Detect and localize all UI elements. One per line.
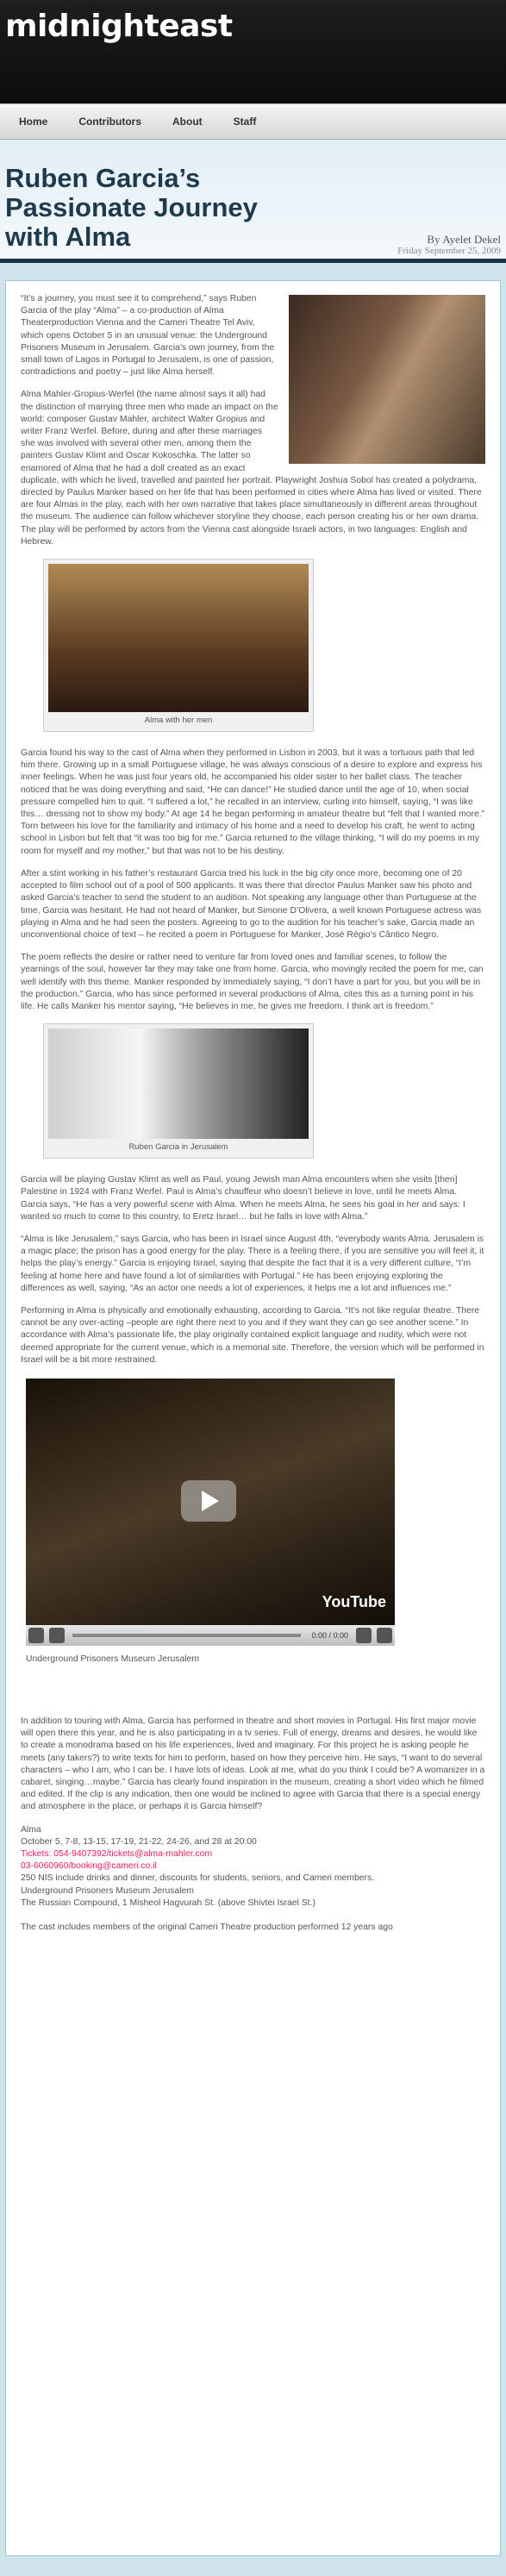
event-address: The Russian Compound, 1 Misheol Hagvurah St. (above Shivtei Israel St.) [21,1898,315,1908]
seek-bar[interactable] [72,1634,301,1637]
page-body [0,263,506,2556]
play-pause-icon[interactable] [28,1628,44,1643]
nav-contributors[interactable]: Contributors [78,116,141,128]
paragraph: Garcia will be playing Gustav Klimt as well as Paul, young Jewish man Alma encounters when she visits [then] Palestine in 1924 with Franz Werfel. Paul is Alma’s chauffeur who doesn’t believe in love, until he meets Alma. Garcia says, “He has a very powerful scene with Alma. When he meets Alma, he sees his goal in her and says: I wanted so much to come to this country, to Eretz Israel… but he falls in love with Alma.” [21,1175,465,1222]
paragraph: “It’s a journey, you must see it to comprehend,” says Ruben Garcia of the play “Alma” – a co-production of Alma Theaterproduction Vienna and the Cameri Theatre Tel Aviv, which opens October 5 in an unusual venue: the Underground Prisoners Museum in Jerusalem. Garcia’s own journey, from the small town of Lagos in Portugal to Jerusalem, is one of passion, contradictions and poetry – just like Alma herself. [21,294,275,378]
paragraph: Garcia found his way to the cast of Alma when they performed in Lisbon in 2003, but it was a tortuous path that led him there. Growing up in a small Portuguese village, he was always conscious of a desire to explore and express his inner feelings. When he was just four years old, he accompanied his older sister to her ballet class. The teacher noticed that he was doing everything and said, “He can dance!” He studied dance until the age of 10, when social pressure compelled him to quit. “I suffered a lot,” he recalled in an interview, curling into himself, saying, “I was like this… dressing not to show my body.” At age 14 he began performing in amateur theatre but “felt that I wanted more.” Torn between his love for the familiarity and intimacy of his home and a need to develop his craft, he went to acting school in Lisbon but felt that “it was too big for me.” Garcia returned to the village thinking, “I will do my poems in my room for myself and my mother,” but that was not to be his destiny. [21,748,485,856]
site-header [0,0,506,103]
closing-paragraph: The cast includes members of the original Cameri Theatre production performed 12 years ago [21,1923,393,1933]
tickets-prefix: Tickets: [21,1849,54,1859]
author-name[interactable]: Ayelet Dekel [442,233,501,246]
event-title: Alma [21,1824,41,1835]
video-controls [26,1625,395,1646]
event-prices: 250 NIS include drinks and dinner, discounts for students, seniors, and Cameri members. [21,1873,375,1884]
event-info [21,1824,485,1910]
booking-link[interactable]: 03-6060960/booking@cameri.co.il [21,1861,157,1872]
alma-men-photo [48,564,309,712]
youtube-logo[interactable]: YouTube [322,1592,386,1610]
author-prefix: By [427,233,440,246]
article-body [5,280,501,2556]
garcia-photo [48,1029,309,1139]
figure-caption: Alma with her men [144,716,213,726]
volume-icon[interactable] [356,1628,372,1643]
figure-caption: Ruben Garcia in Jerusalem [128,1142,228,1153]
site-logo[interactable]: midnighteast [5,9,233,44]
paragraph: Alma Mahler-Gropius-Werfel (the name almost says it all) had the distinction of marrying three men who made an impact on the world: composer Gustav Mahler, architect Walter Gropius and writer Franz Werfel. Before, during and after these marriages she was involved with several other men, among them the painters Gustav Klimt and Oscar Kokoschka. The latter so enamored of Alma that he had a doll created as an exact duplicate, with which he lived, travelled and painted her portrait. Playwright Joshua Sobol has created a polydrama, directed by Paulus Manker based on her life that has been performed in cities where Alma has lived or visited. There are four Almas in the play, each with her own narrative that takes place simultaneously in different areas throughout the museum. The audience can follow whichever storyline they choose, each person creating his or her own drama. The play will be performed by actors from the Vienna cast alongside Israeli actors, in two languages: English and Hebrew. [21,390,482,547]
paragraph: In addition to touring with Alma, Garcia has performed in theatre and short movies in Portugal. His first major movie will open there this year, and he is also participating in a tv series. Full of energy, dreams and desires, he would like to create a monodrama based on his life experiences, lived and imaginary. For this project he is asking people he meets (any takers?) to write texts for him to perform, based on how they perceive him. He says, “I want to do several characters – who I am, who I can be. I have lots of ideas. Look at me, what do you think I could be? A womanizer in a cabaret, singing…maybe.” Garcia has clearly found inspiration in the museum, creating a short video which he filmed and edited. If the clip is any indication, then one would be inclined to agree with Garcia that there is a special energy and atmosphere in the place, or perhaps it is Garcia himself? [21,1716,485,1812]
byline [397,234,501,256]
play-icon[interactable] [181,1480,236,1522]
paragraph: The poem reflects the desire or rather need to venture far from loved ones and familiar scenes, to follow the yearnings of the soul, however far they may take one from home. Garcia, who movingly recited the poem for me, can well identify with this theme. Manker responded by immediately saying, “I don’t have a part for you, but you will be in the production.” Garcia, who has since performed in several productions of Alma, cites this as a turning point in his life. He calls Manker his mentor saying, “He believes in me, he gives me freedom. I think art is freedom.” [21,953,484,1011]
stop-icon[interactable] [49,1628,65,1643]
event-venue: Underground Prisoners Museum Jerusalem [21,1885,194,1896]
article-date: Friday September 25, 2009 [397,246,501,256]
paragraph: Performing in Alma is physically and emotionally exhausting, according to Garcia. “It’s not like regular theatre. There cannot be any over-acting –people are right there next to you and if they want they can go see another scene.” In accordance with Alma’s passionate life, the play originally contained explicit language and nudity, which were not deemed appropriate for the current venue, which is a memorial site. Therefore, the version which will be performed in Israel will be a bit more restrained. [21,1305,484,1365]
video-player[interactable] [26,1379,395,1646]
tickets-link[interactable] [21,1848,485,1860]
fullscreen-icon[interactable] [377,1628,392,1643]
main-nav [0,103,506,140]
article-title: Ruben Garcia’s Passionate Journey with Alma [5,163,258,252]
article-header [0,140,506,263]
nav-about[interactable]: About [172,116,203,128]
dancer-photo [289,295,485,464]
figure-alma-men [43,559,314,732]
paragraph: After a stint working in his father’s restaurant Garcia tried his luck in the big city once more, becoming one of 20 accepted to film school out of a pool of 500 applicants. It was there that director Paulus Manker saw his photo and asked Garcia’s teacher to send the student to an audition. Not speaking any language other than Portuguese at the time, Garcia was hesitant. He had not heard of Manker, but Simone D’Olivera, a well known Portuguese actress was playing in Alma and he had seen the posters. Agreeing to go to the audition for his teacher’s sake, Garcia made an unconventional choice of text – he recited a poem in Portuguese for Manker, José Régio’s Cântico Negro. [21,868,482,940]
video-caption: Underground Prisoners Museum Jerusalem [26,1654,199,1664]
paragraph: “Alma is like Jerusalem,” says Garcia, who has been in Israel since August 4th, “everybody wants Alma. Jerusalem is a magic place; the prison has a good energy for the play. There is a feeling there, if you are sensitive you will feel it, it helps the play’s energy.” Garcia is enjoying Israel, saying that despite the fact that it is a very different culture, “I’m feeling at home here and have found a lot of similarities with Portugal.” He has been enjoying exploring the differences as well, saying, “As an actor one needs a lot of experiences, it helps me a lot and influences me.” [21,1234,484,1293]
nav-home[interactable]: Home [19,116,48,128]
nav-staff[interactable]: Staff [233,116,257,128]
figure-garcia [43,1023,314,1159]
event-dates: October 5, 7-8, 13-15, 17-19, 21-22, 24-26, and 28 at 20:00 [21,1836,257,1847]
video-time: 0:00 / 0:00 [311,1630,348,1640]
tickets-link-text[interactable]: 054-9407392/tickets@alma-mahler.com [53,1849,213,1859]
